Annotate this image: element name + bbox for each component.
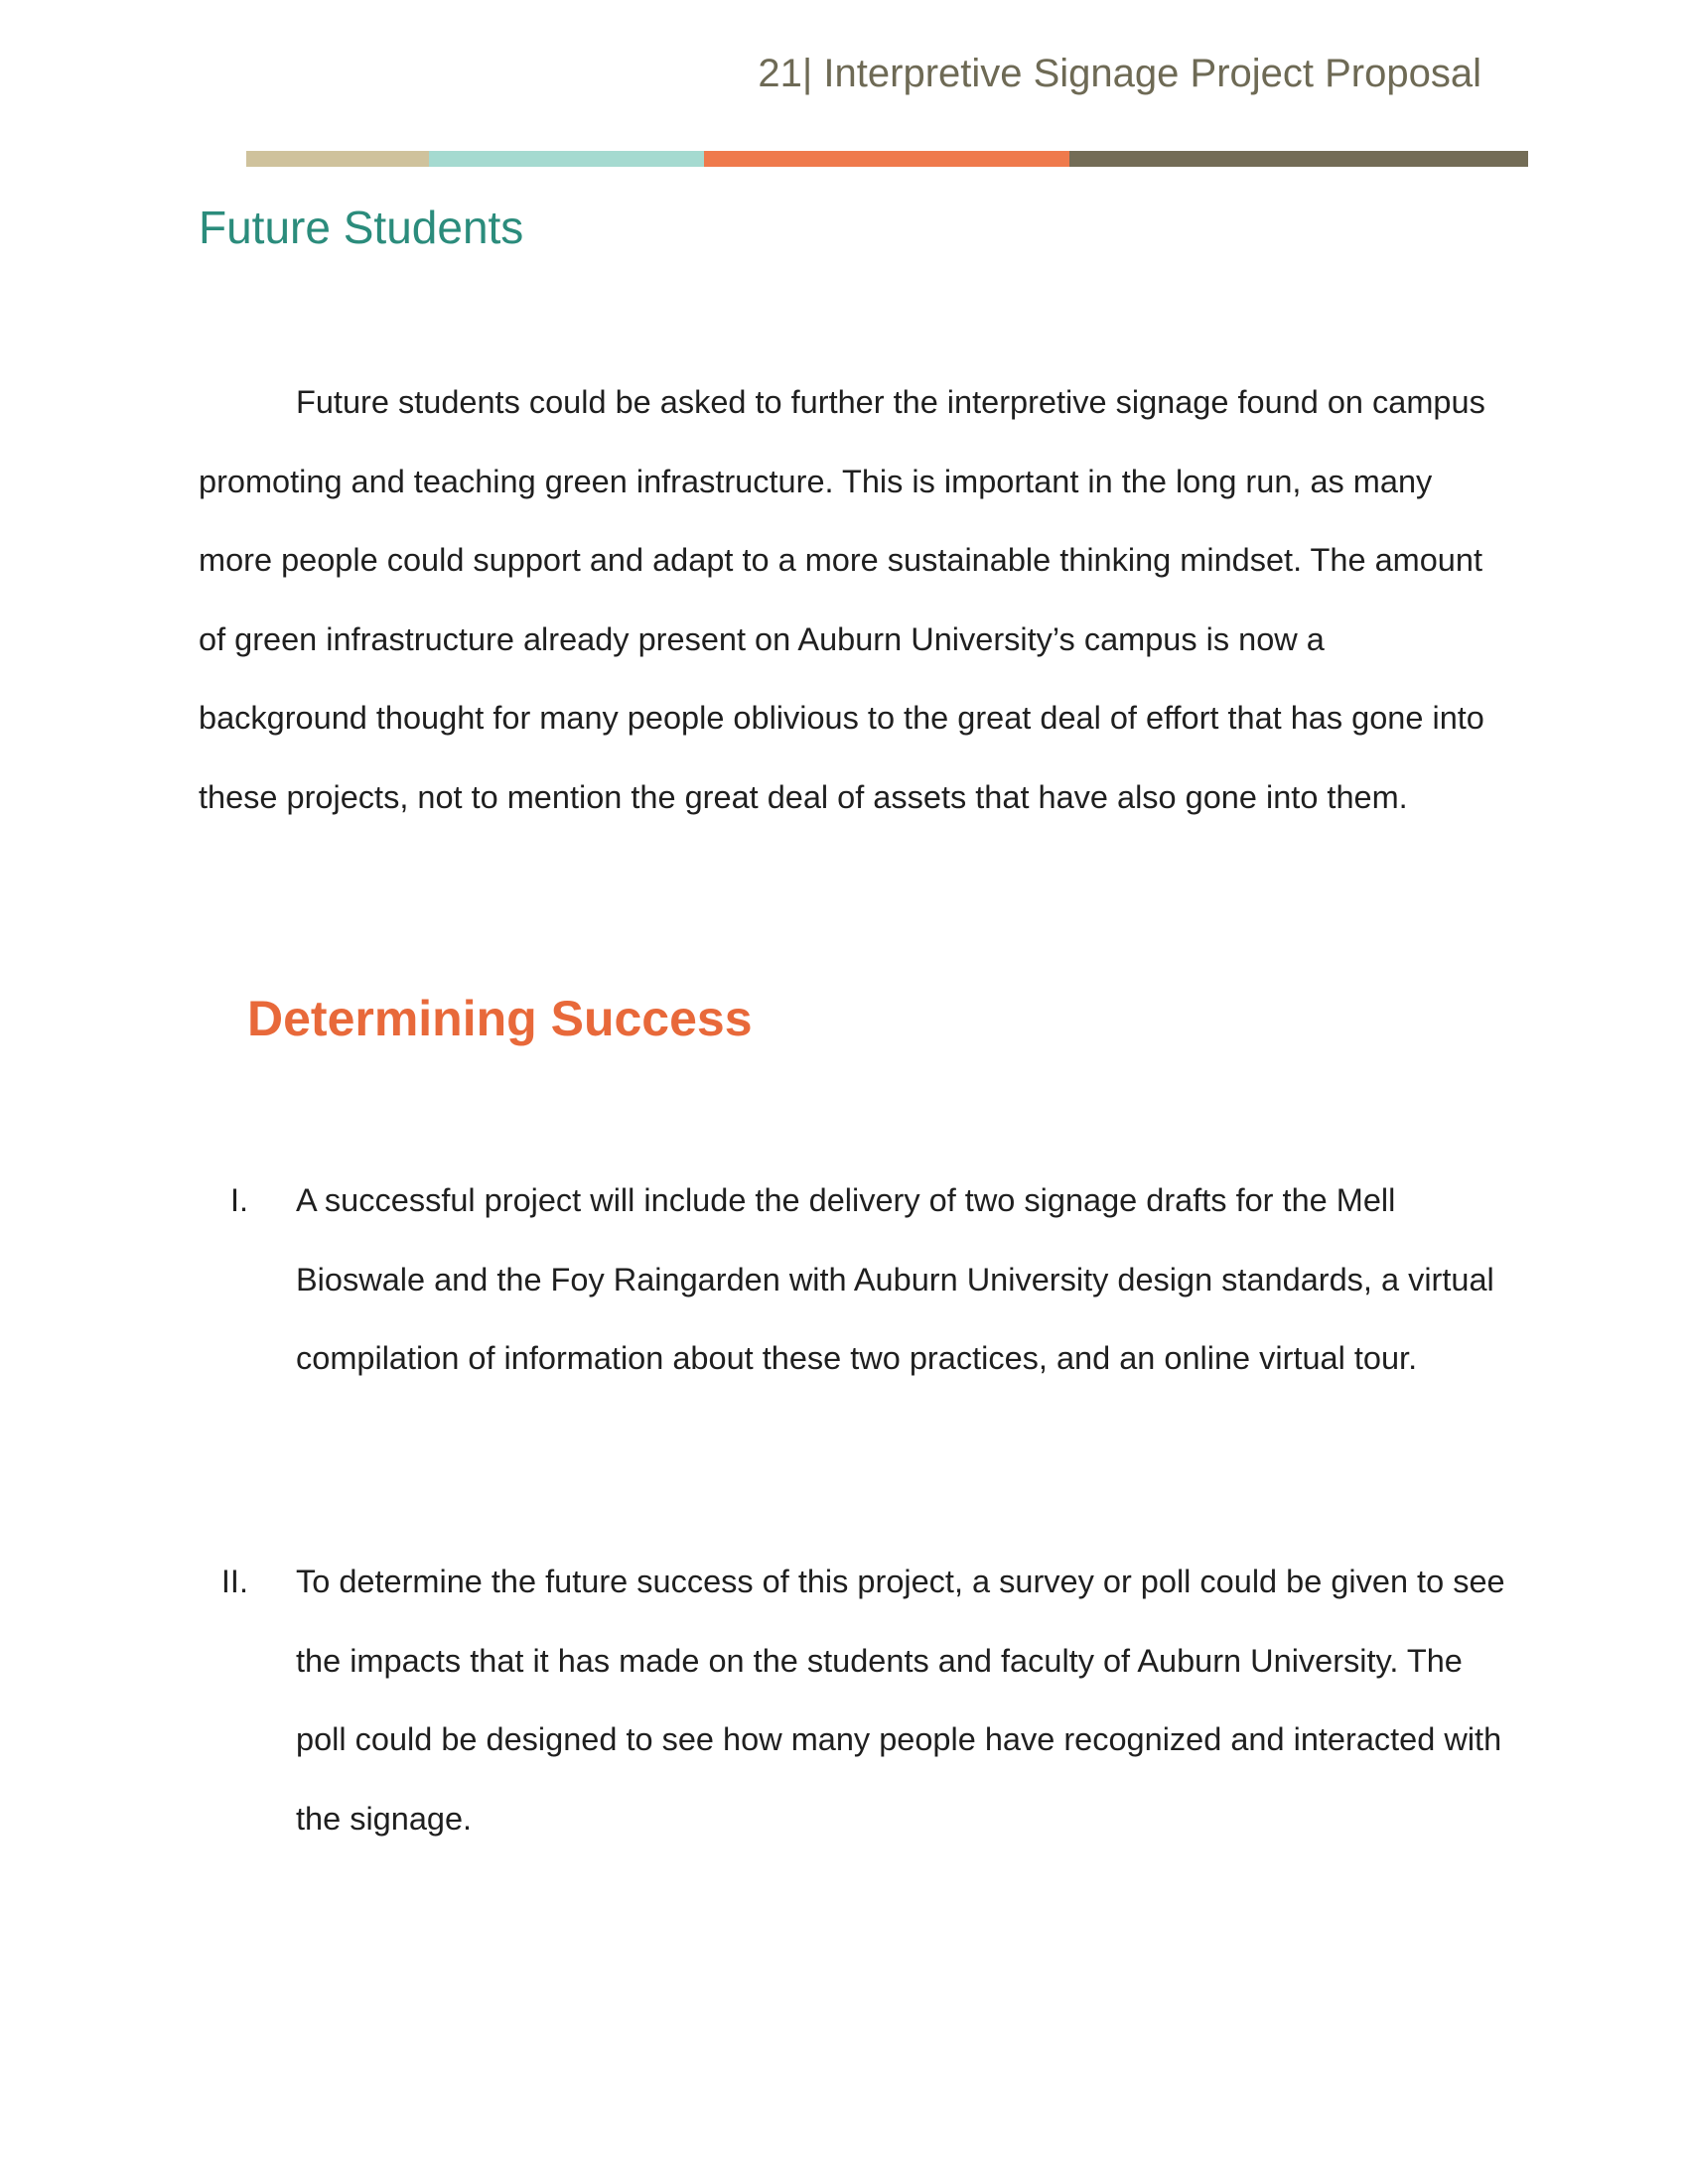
success-list-item	[199, 1543, 1509, 1858]
list-item-numeral: II.	[220, 1564, 248, 1599]
header-color-bar	[246, 151, 1528, 167]
list-item-numeral: I.	[229, 1182, 248, 1218]
success-list-item	[199, 1161, 1509, 1399]
future-students-heading: Future Students	[199, 202, 524, 253]
page-header-title: 21| Interpretive Signage Project Proposal	[758, 52, 1481, 95]
list-item-text: To determine the future success of this project, a survey or poll could be given to see the impacts that it has made on the students and faculty of Auburn University. The poll could be designed to see how many people have recognized and interacted with the signage.	[296, 1564, 1505, 1837]
determining-success-heading: Determining Success	[247, 991, 753, 1046]
color-bar-segment-orange	[704, 151, 1070, 167]
list-item-text: A successful project will include the delivery of two signage drafts for the Mell Bioswale and the Foy Raingarden with Auburn University design standards, a virtual compilation of information about these two practices, and an online virtual tour.	[296, 1182, 1494, 1376]
future-students-paragraph: Future students could be asked to further the interpretive signage found on campus promoting and teaching green infrastructure. This is important in the long run, as many more people could support and adapt to a more sustainable thinking mindset. The amount of green infrastructure already present on Auburn University’s campus is now a background thought for many people oblivious to the great deal of effort that has gone into these projects, not to mention the great deal of assets that have also gone into them.	[199, 384, 1485, 815]
color-bar-segment-olive-brown	[1069, 151, 1528, 167]
color-bar-segment-tan	[246, 151, 429, 167]
color-bar-segment-mint	[429, 151, 704, 167]
